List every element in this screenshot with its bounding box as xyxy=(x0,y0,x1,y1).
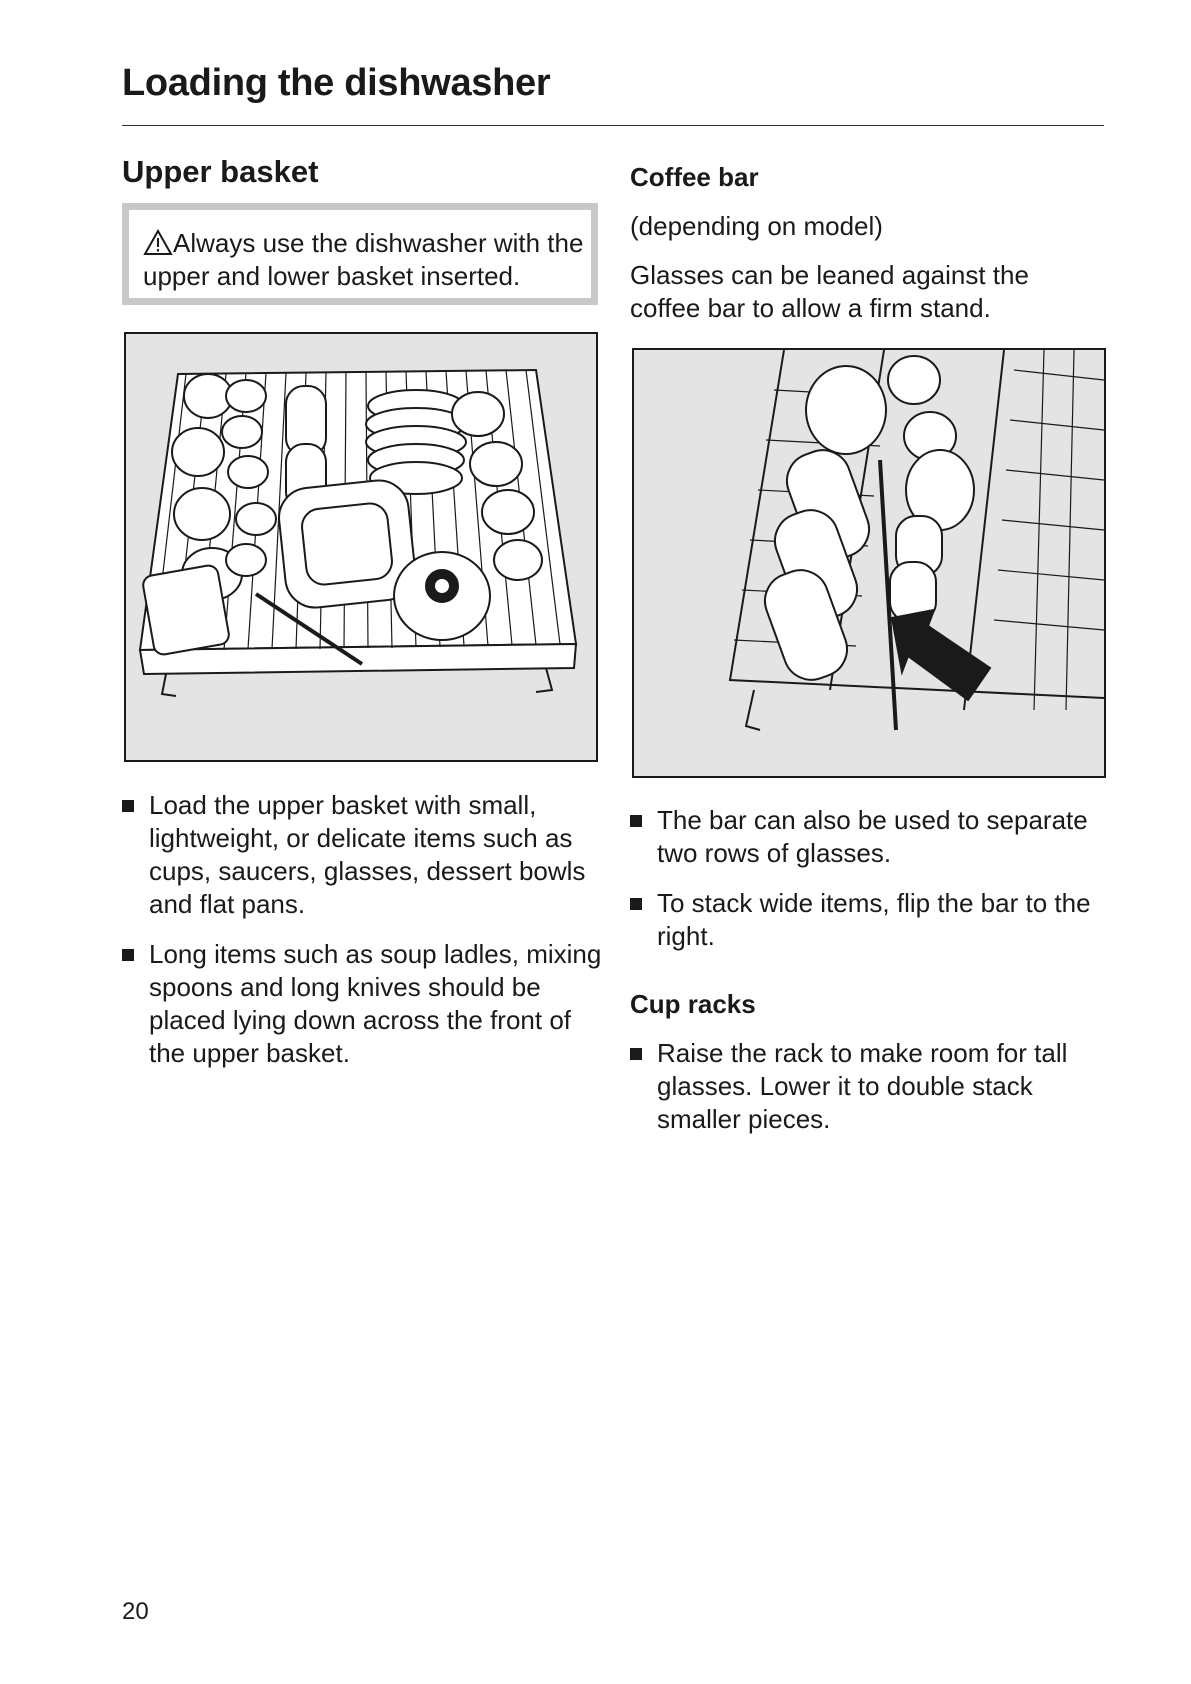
subheading-coffee-bar: Coffee bar xyxy=(630,162,759,192)
warning-box xyxy=(122,203,598,305)
coffee-bar-drawing xyxy=(634,350,1104,776)
coffee-bar-bullets xyxy=(630,804,1110,970)
upper-basket-illustration xyxy=(124,332,598,762)
page-title: Loading the dishwasher xyxy=(122,62,551,104)
upper-basket-drawing xyxy=(126,334,596,760)
warning-text: Always use the dishwasher with the upper and lower basket inserted. xyxy=(143,228,584,291)
warning-triangle-icon xyxy=(143,229,173,256)
bullet-square-icon xyxy=(122,949,134,961)
bullet-square-icon xyxy=(122,800,134,812)
upper-basket-bullets xyxy=(122,789,602,1087)
list-item: Long items such as soup ladles, mixing spoons and long knives should be placed lying down across the front of the upper basket. xyxy=(122,938,602,1070)
list-item: Load the upper basket with small, lightweight, or delicate items such as cups, saucers, glasses, dessert bowls and flat pans. xyxy=(122,789,602,921)
coffee-bar-illustration xyxy=(632,348,1106,778)
bullet-square-icon xyxy=(630,1048,642,1060)
bullet-square-icon xyxy=(630,898,642,910)
bullet-square-icon xyxy=(630,815,642,827)
list-item: To stack wide items, flip the bar to the right. xyxy=(630,887,1110,953)
cup-racks-bullets xyxy=(630,1037,1110,1153)
subheading-cup-racks: Cup racks xyxy=(630,989,756,1019)
section-heading-upper-basket: Upper basket xyxy=(122,154,319,189)
title-divider xyxy=(122,125,1104,126)
coffee-bar-note: (depending on model) xyxy=(630,211,883,241)
list-item: The bar can also be used to separate two rows of glasses. xyxy=(630,804,1110,870)
coffee-bar-text: Glasses can be leaned against the coffee bar to allow a firm stand. xyxy=(630,260,1029,323)
page-number: 20 xyxy=(122,1598,149,1625)
list-item: Raise the rack to make room for tall glasses. Lower it to double stack smaller pieces. xyxy=(630,1037,1110,1136)
